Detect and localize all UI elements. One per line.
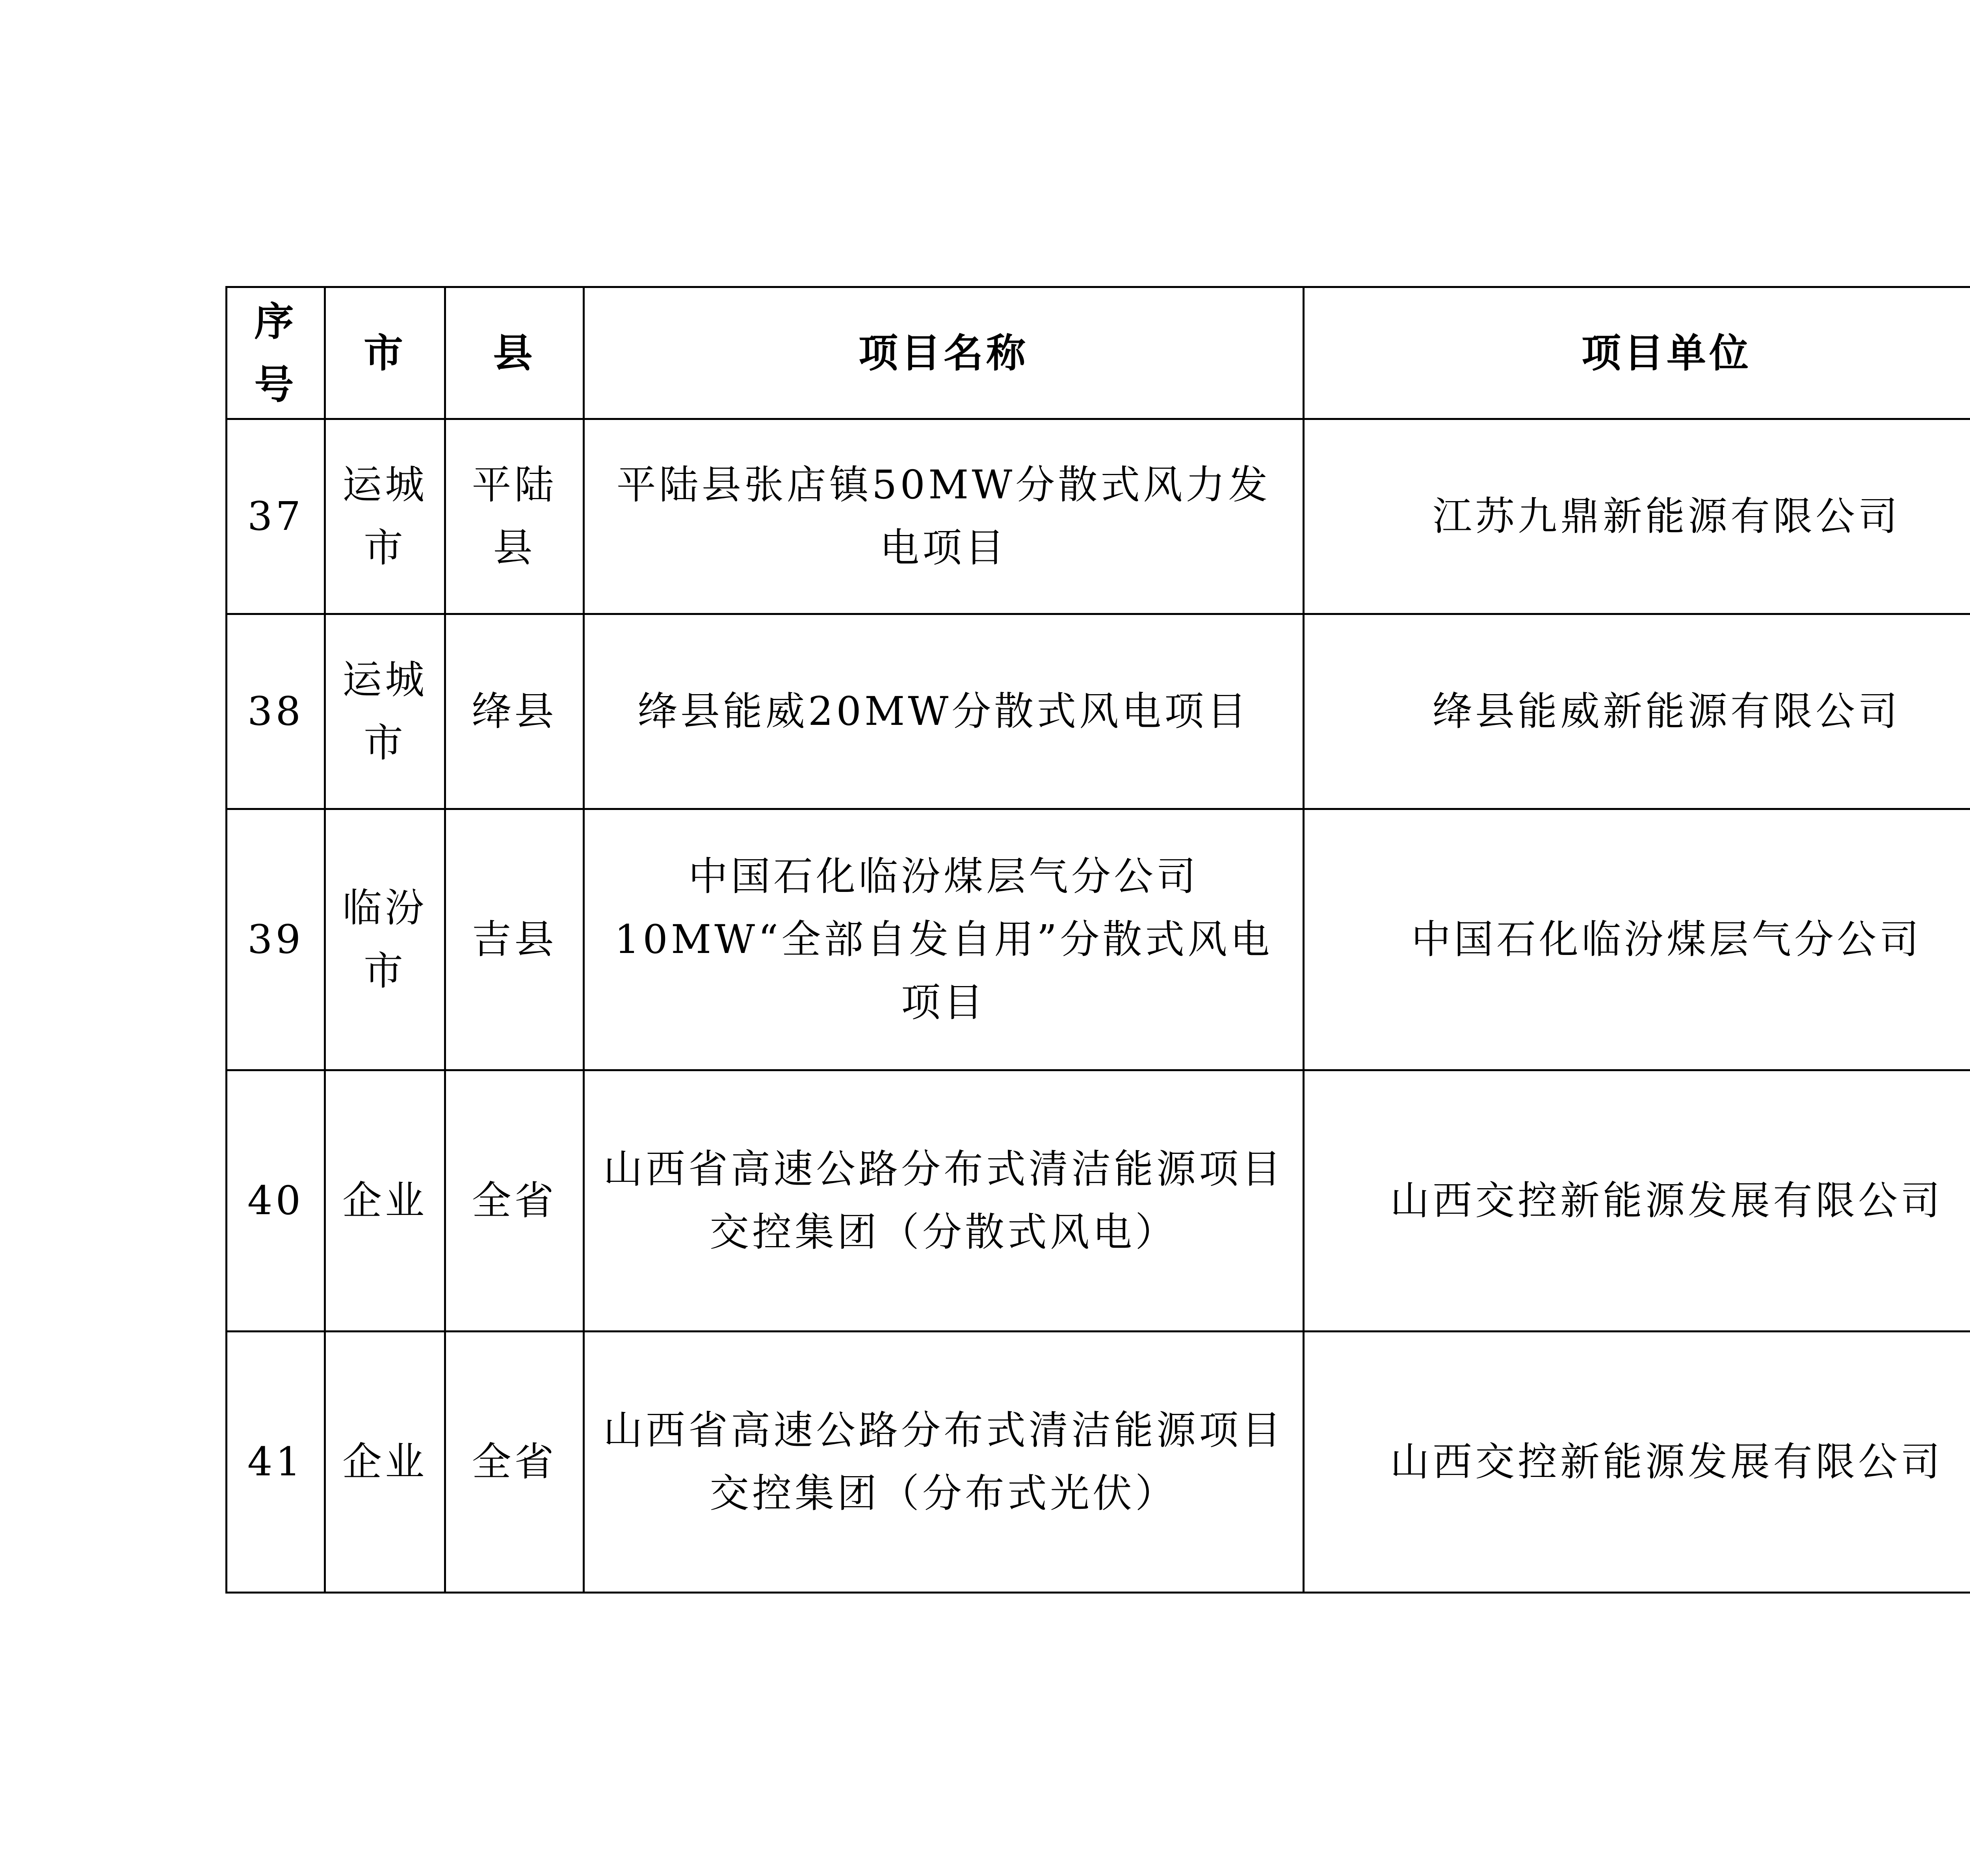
cell-project-name: 绛县能威20MW分散式风电项目 [584,614,1304,809]
header-city: 市 [325,287,445,419]
cell-county: 吉县 [445,809,584,1070]
cell-city: 临汾市 [325,809,445,1070]
cell-county: 平陆县 [445,419,584,614]
cell-city: 企业 [325,1332,445,1593]
cell-city: 企业 [325,1070,445,1332]
table-row [227,1332,1970,1593]
cell-project-unit: 山西交控新能源发展有限公司 [1304,1332,1970,1593]
cell-county: 全省 [445,1332,584,1593]
cell-seq: 37 [227,419,325,614]
cell-seq: 38 [227,614,325,809]
cell-seq: 41 [227,1332,325,1593]
cell-seq: 39 [227,809,325,1070]
cell-project-unit: 绛县能威新能源有限公司 [1304,614,1970,809]
cell-county: 绛县 [445,614,584,809]
cell-project-unit: 山西交控新能源发展有限公司 [1304,1070,1970,1332]
cell-project-name: 平陆县张店镇50MW分散式风力发电项目 [584,419,1304,614]
table-row [227,809,1970,1070]
table-row [227,614,1970,809]
table-header-row [227,287,1970,419]
cell-seq: 40 [227,1070,325,1332]
project-table [225,286,1970,1594]
table-row [227,1070,1970,1332]
cell-project-name: 山西省高速公路分布式清洁能源项目交控集团（分散式风电） [584,1070,1304,1332]
cell-county: 全省 [445,1070,584,1332]
header-project-unit: 项目单位 [1304,287,1970,419]
cell-project-unit: 江苏九鼎新能源有限公司 [1304,419,1970,614]
header-project-name: 项目名称 [584,287,1304,419]
project-table-container [225,286,1970,1594]
cell-city: 运城市 [325,614,445,809]
cell-project-name: 山西省高速公路分布式清洁能源项目交控集团（分布式光伏） [584,1332,1304,1593]
cell-city: 运城市 [325,419,445,614]
table-row [227,419,1970,614]
cell-project-name: 中国石化临汾煤层气分公司10MW“全部自发自用”分散式风电项目 [584,809,1304,1070]
header-seq: 序号 [227,287,325,419]
header-county: 县 [445,287,584,419]
cell-project-unit: 中国石化临汾煤层气分公司 [1304,809,1970,1070]
